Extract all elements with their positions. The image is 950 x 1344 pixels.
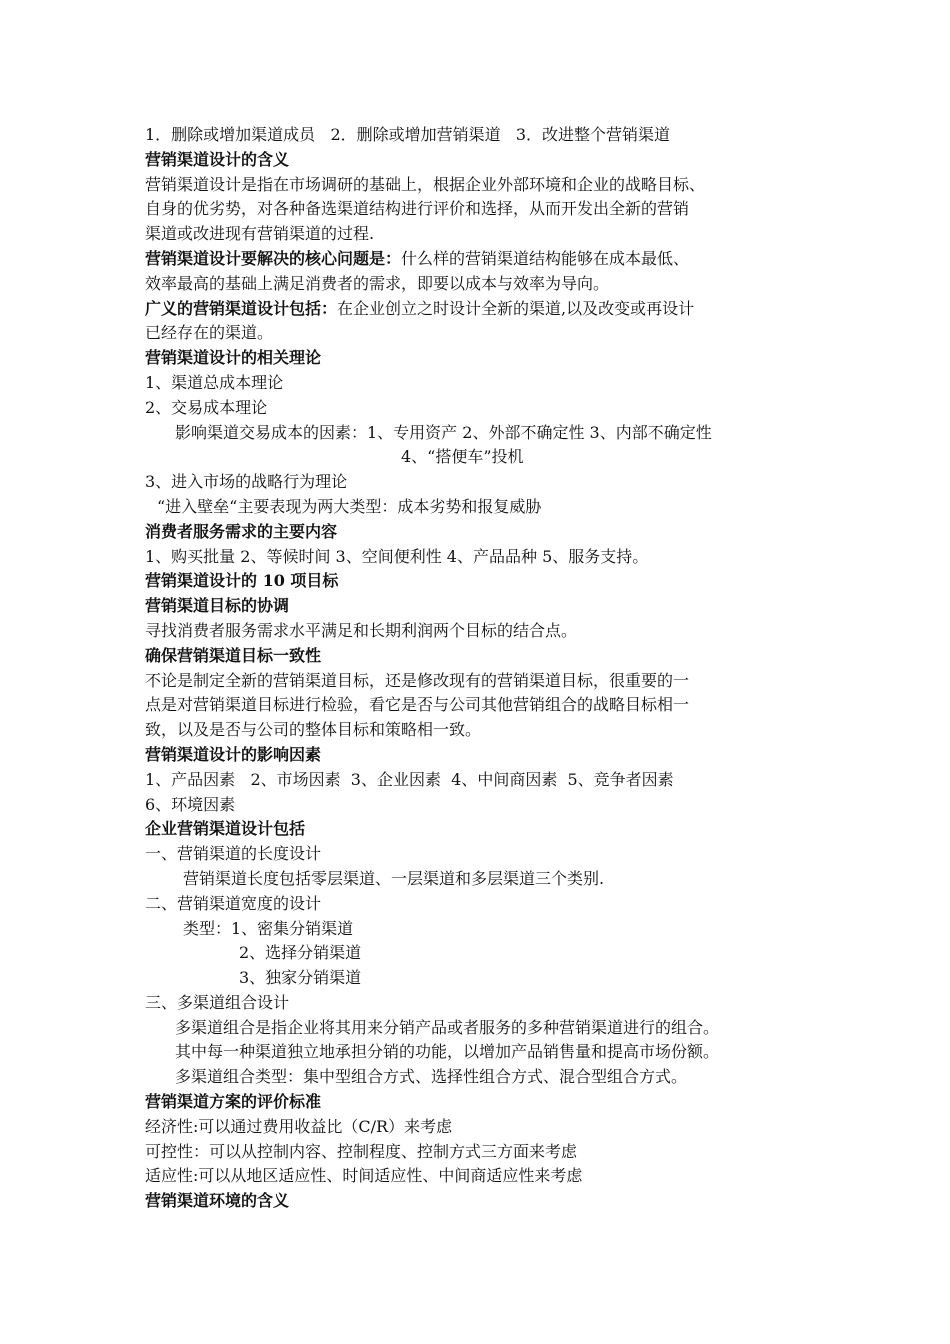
- paragraph-line: [145, 297, 815, 322]
- paragraph-line: 1．删除或增加渠道成员 2．删除或增加营销渠道 3．改进整个营销渠道: [145, 125, 671, 144]
- paragraph-line: 自身的优劣势，对各种备选渠道结构进行评价和选择，从而开发出全新的营销: [145, 199, 690, 219]
- section-heading: 确保营销渠道目标一致性: [145, 645, 322, 665]
- section-heading: 消费者服务需求的主要内容: [145, 521, 338, 541]
- paragraph-line: 类型：1、密集分销渠道: [183, 918, 354, 938]
- paragraph-line: 3、独家分销渠道: [239, 968, 362, 988]
- paragraph-line: “进入壁垒“主要表现为两大类型：成本劣势和报复威胁: [157, 496, 542, 516]
- section-heading: 营销渠道设计的影响因素: [145, 744, 322, 764]
- paragraph-line: 致，以及是否与公司的整体目标和策略相一致。: [145, 720, 482, 740]
- paragraph-line: [145, 247, 815, 272]
- bold-lead-in: 营销渠道设计要解决的核心问题是：: [145, 248, 402, 268]
- paragraph-line: 1、产品因素 2、市场因素 3、企业因素 4、中间商因素 5、竞争者因素: [145, 769, 674, 789]
- paragraph-line: 1、渠道总成本理论: [145, 372, 284, 392]
- paragraph-line: 点是对营销渠道目标进行检验，看它是否与公司其他营销组合的战略目标相一: [145, 695, 690, 715]
- section-heading: 营销渠道设计的相关理论: [145, 348, 322, 368]
- section-heading: 营销渠道目标的协调: [145, 596, 290, 616]
- paragraph-line: 3、进入市场的战略行为理论: [145, 472, 348, 492]
- section-heading: 营销渠道环境的含义: [145, 1191, 290, 1211]
- section-heading: 营销渠道设计的含义: [145, 149, 290, 169]
- paragraph-line: 不论是制定全新的营销渠道目标，还是修改现有的营销渠道目标，很重要的一: [145, 670, 690, 690]
- paragraph-line: 寻找消费者服务需求水平满足和长期利润两个目标的结合点。: [145, 620, 578, 640]
- section-heading: 企业营销渠道设计包括: [145, 819, 306, 839]
- document-page: [145, 123, 815, 1214]
- paragraph-line: 可控性：可以从控制内容、控制程度、控制方式三方面来考虑: [145, 1141, 578, 1161]
- paragraph-line: 2、交易成本理论: [145, 397, 268, 417]
- paragraph-line: 经济性:可以通过费用收益比（C/R）来考虑: [145, 1116, 453, 1136]
- paragraph-line: 多渠道组合类型：集中型组合方式、选择性组合方式、混合型组合方式。: [175, 1067, 688, 1087]
- paragraph-line: 渠道或改进现有营销渠道的过程.: [145, 224, 375, 244]
- paragraph-line: 效率最高的基础上满足消费者的需求，即要以成本与效率为导向。: [145, 273, 610, 293]
- paragraph-line: 4、“搭便车”投机: [401, 447, 524, 467]
- paragraph-line: 多渠道组合是指企业将其用来分销产品或者服务的多种营销渠道进行的组合。: [175, 1017, 720, 1037]
- paragraph-line: 2、选择分销渠道: [239, 943, 362, 963]
- paragraph-line: 营销渠道设计是指在市场调研的基础上，根据企业外部环境和企业的战略目标、: [145, 174, 706, 194]
- section-heading: 营销渠道方案的评价标准: [145, 1092, 322, 1112]
- paragraph-line: 1、购买批量 2、等候时间 3、空间便利性 4、产品品种 5、服务支持。: [145, 546, 649, 566]
- paragraph-line: 一、营销渠道的长度设计: [145, 844, 322, 864]
- paragraph-line: 其中每一种渠道独立地承担分销的功能，以增加产品销售量和提高市场份额。: [175, 1042, 720, 1062]
- paragraph-line: 二、营销渠道宽度的设计: [145, 893, 322, 913]
- paragraph-line: 影响渠道交易成本的因素：1、专用资产 2、外部不确定性 3、内部不确定性: [175, 422, 712, 442]
- paragraph-text: 什么样的营销渠道结构能够在成本最低、: [401, 248, 690, 268]
- paragraph-line: 已经存在的渠道。: [145, 323, 274, 343]
- paragraph-line: 营销渠道长度包括零层渠道、一层渠道和多层渠道三个类别.: [183, 868, 605, 888]
- section-heading: 营销渠道设计的 10 项目标: [145, 571, 339, 591]
- paragraph-line: 三、多渠道组合设计: [145, 992, 290, 1012]
- bold-lead-in: 广义的营销渠道设计包括：: [145, 298, 338, 318]
- paragraph-line: 适应性:可以从地区适应性、时间适应性、中间商适应性来考虑: [145, 1166, 583, 1186]
- paragraph-line: 6、环境因素: [145, 794, 236, 814]
- paragraph-text: 在企业创立之时设计全新的渠道,以及改变或再设计: [337, 298, 695, 318]
